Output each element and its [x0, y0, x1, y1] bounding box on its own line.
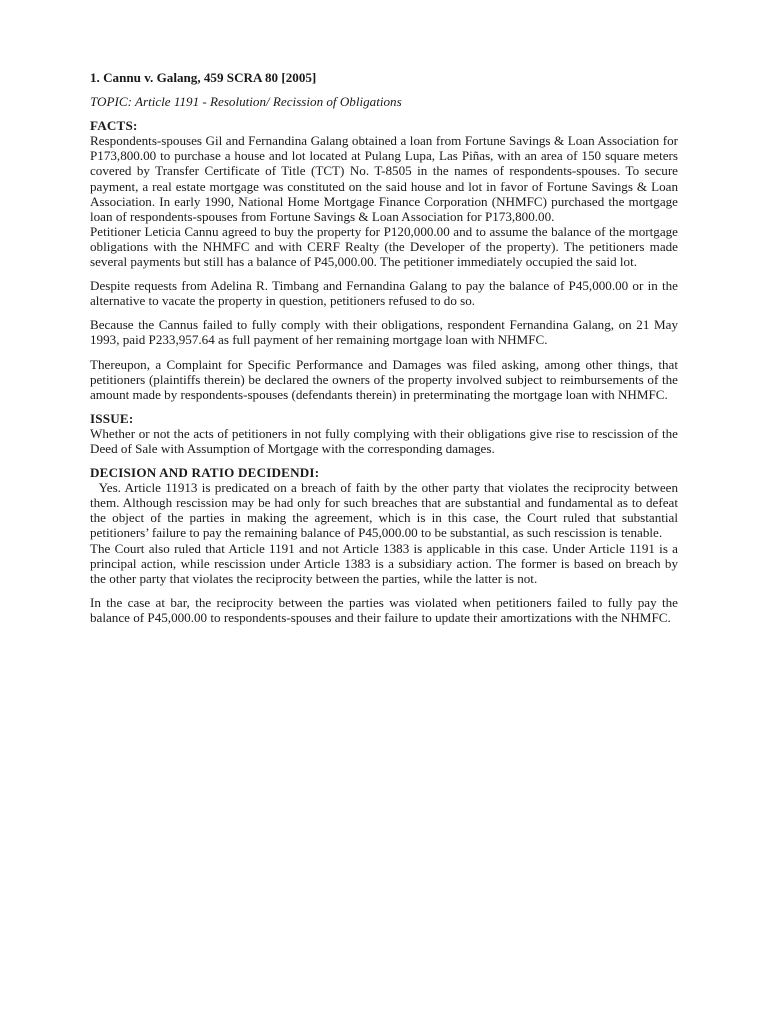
facts-paragraph-2: Petitioner Leticia Cannu agreed to buy the property for P120,000.00 and to assume the balance of the mortgage obligations with the NHMFC and with CERF Realty (the Developer of the property). The petitioners made several payments but still has a balance of P45,000.00. The petitioner immediately occupied the said lot. [90, 223, 678, 270]
document-page [90, 70, 682, 625]
issue-paragraph-1: Whether or not the acts of petitioners in not fully complying with their obligations give rise to rescission of the Deed of Sale with Assumption of Mortgage with the corresponding damages. [90, 425, 678, 456]
case-title: 1. Cannu v. Galang, 459 SCRA 80 [2005] [90, 70, 317, 85]
decision-heading: DECISION AND RATIO DECIDENDI: [90, 465, 320, 481]
facts-paragraph-5: Thereupon, a Complaint for Specific Performance and Damages was filed asking, among other things, that petitioners (plaintiffs therein) be declared the owners of the property involved subject to reimbursements of the amount made by respondents-spouses (defendants therein) in preterminating the mortgage loan with NHMFC. [90, 356, 678, 402]
decision-paragraph-1: Yes. Article 11913 is predicated on a breach of faith by the other party that violates the reciprocity between them. Although rescission may be had only for such breaches that are substantial and fundamental as to defeat the object of the parties in making the agreement, which is in this case, the Court ruled that substantial petitioners’ failure to pay the remaining balance of P45,000.00 to be substantial, as such rescission is tenable. [90, 480, 682, 541]
issue-heading: ISSUE: [90, 410, 134, 426]
facts-paragraph-3: Despite requests from Adelina R. Timbang and Fernandina Galang to pay the balance of P45,000.00 or in the alternative to vacate the property in question, petitioners refused to do so. [90, 278, 678, 309]
facts-paragraph-4: Because the Cannus failed to fully comply with their obligations, respondent Fernandina Galang, on 21 May 1993, paid P233,957.64 as full payment of her remaining mortgage loan with NHMFC. [90, 317, 678, 348]
decision-paragraph-2: The Court also ruled that Article 1191 and not Article 1383 is applicable in this case. Under Article 1191 is a principal action, while rescission under Article 1383 is a subsidiary action. The former is based on breach by the other party that violates the reciprocity between the parties, while the latter is not. [90, 540, 678, 586]
facts-heading: FACTS: [90, 118, 138, 134]
topic-line: TOPIC: Article 1191 - Resolution/ Recission of Obligations [90, 94, 402, 110]
decision-paragraph-3: In the case at bar, the reciprocity between the parties was violated when petitioners failed to fully pay the balance of P45,000.00 to respondents-spouses and their failure to update their amortizations with the NHMFC. [90, 594, 678, 625]
facts-paragraph-1: Respondents-spouses Gil and Fernandina Galang obtained a loan from Fortune Savings & Loan Association for P173,800.00 to purchase a house and lot located at Pulang Lupa, Las Piñas, with an area of 150 square meters covered by Transfer Certificate of Title (TCT) No. T-8505 in the names of respondents-spouses. To secure payment, a real estate mortgage was constituted on the said house and lot in favor of Fortune Savings & Loan Association. In early 1990, National Home Mortgage Finance Corporation (NHMFC) purchased the mortgage loan of respondents-spouses from Fortune Savings & Loan Association for P173,800.00. [90, 133, 678, 224]
